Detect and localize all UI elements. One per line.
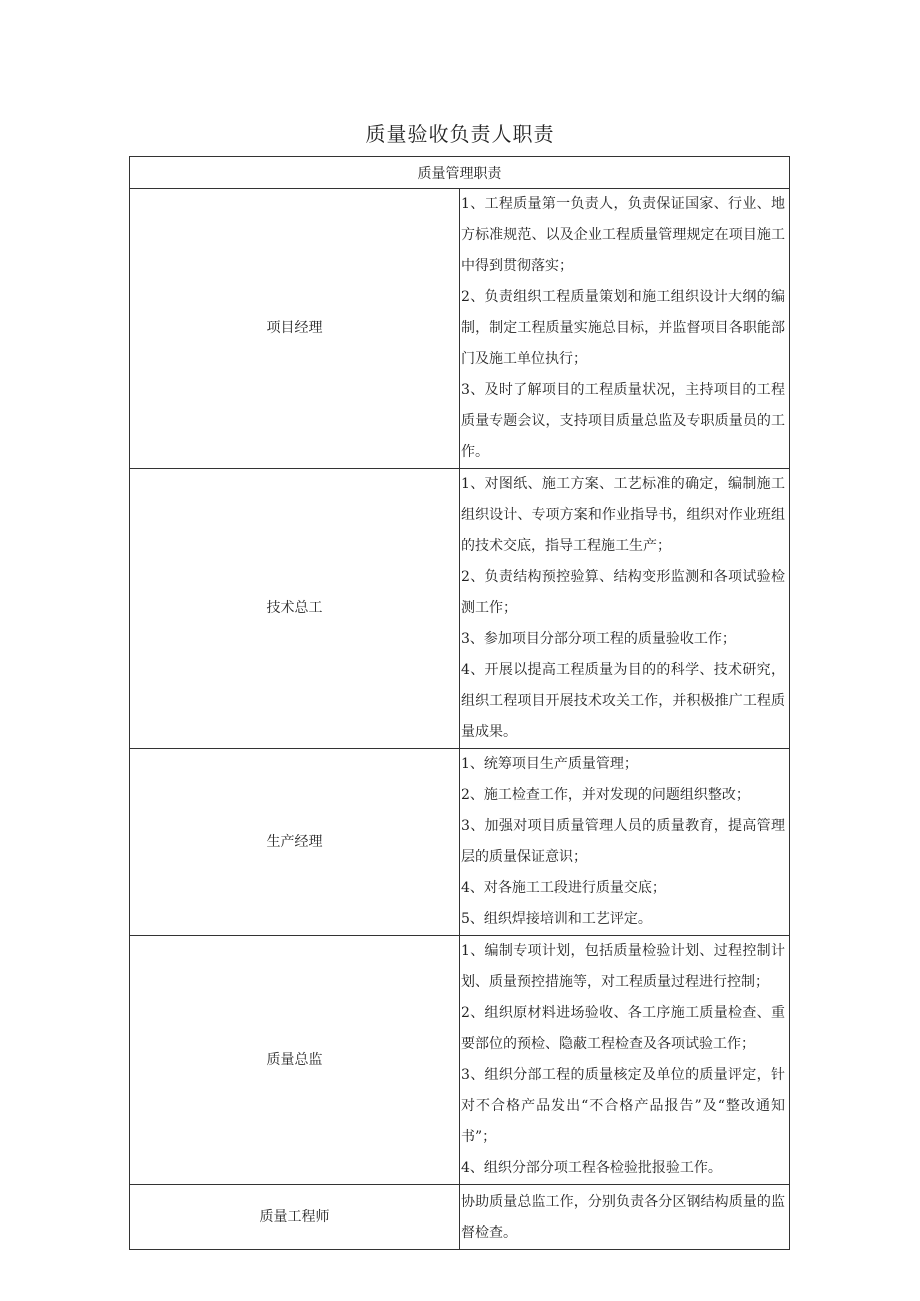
document-title: 质量验收负责人职责 <box>365 122 555 146</box>
duty-cell <box>460 189 790 469</box>
duty-item: 3、参加项目分部分项工程的质量验收工作； <box>461 631 736 647</box>
table-header-row <box>130 157 790 189</box>
duty-cell <box>460 936 790 1185</box>
duty-item: 3、组织分部工程的质量核定及单位的质量评定，针对不合格产品发出“不合格产品报告”及“整改通知书”； <box>461 1067 785 1145</box>
table-row <box>130 1185 790 1250</box>
table-row <box>130 469 790 749</box>
duty-item: 4、组织分部分项工程各检验批报验工作。 <box>461 1160 722 1176</box>
duty-item: 协助质量总监工作，分别负责各分区钢结构质量的监督检查。 <box>461 1194 785 1241</box>
role-cell: 生产经理 <box>130 749 460 936</box>
table-row <box>130 189 790 469</box>
table-row <box>130 936 790 1185</box>
duty-item: 4、开展以提高工程质量为目的的科学、技术研究，组织工程项目开展技术攻关工作，并积极推广工程质量成果。 <box>461 662 785 740</box>
duty-item: 3、及时了解项目的工程质量状况，主持项目的工程质量专题会议，支持项目质量总监及专职质量员的工作。 <box>461 382 785 460</box>
quality-duty-table <box>129 156 790 1250</box>
role-cell: 项目经理 <box>130 189 460 469</box>
role-cell: 质量工程师 <box>130 1185 460 1250</box>
duty-item: 1、对图纸、施工方案、工艺标准的确定，编制施工组织设计、专项方案和作业指导书，组织对作业班组的技术交底，指导工程施工生产； <box>461 476 785 554</box>
duty-item: 3、加强对项目质量管理人员的质量教育，提高管理层的质量保证意识； <box>461 818 785 865</box>
role-cell: 质量总监 <box>130 936 460 1185</box>
duty-cell <box>460 749 790 936</box>
table-row <box>130 749 790 936</box>
duty-item: 2、负责组织工程质量策划和施工组织设计大纲的编制，制定工程质量实施总目标，并监督项目各职能部门及施工单位执行； <box>461 289 785 367</box>
duty-item: 2、组织原材料进场验收、各工序施工质量检查、重要部位的预检、隐蔽工程检查及各项试验工作； <box>461 1005 785 1052</box>
duty-item: 1、编制专项计划，包括质量检验计划、过程控制计划、质量预控措施等，对工程质量过程进行控制； <box>461 943 785 990</box>
duty-cell <box>460 1185 790 1250</box>
duty-item: 4、对各施工工段进行质量交底； <box>461 880 666 896</box>
duty-item: 2、负责结构预控验算、结构变形监测和各项试验检测工作； <box>461 569 785 616</box>
table-header: 质量管理职责 <box>130 157 790 189</box>
duty-item: 1、统筹项目生产质量管理； <box>461 756 638 772</box>
duty-cell <box>460 469 790 749</box>
duty-item: 1、工程质量第一负责人，负责保证国家、行业、地方标准规范、以及企业工程质量管理规定在项目施工中得到贯彻落实； <box>461 196 785 274</box>
role-cell: 技术总工 <box>130 469 460 749</box>
duty-item: 2、施工检查工作，并对发现的问题组织整改； <box>461 787 750 803</box>
duty-item: 5、组织焊接培训和工艺评定。 <box>461 911 652 927</box>
